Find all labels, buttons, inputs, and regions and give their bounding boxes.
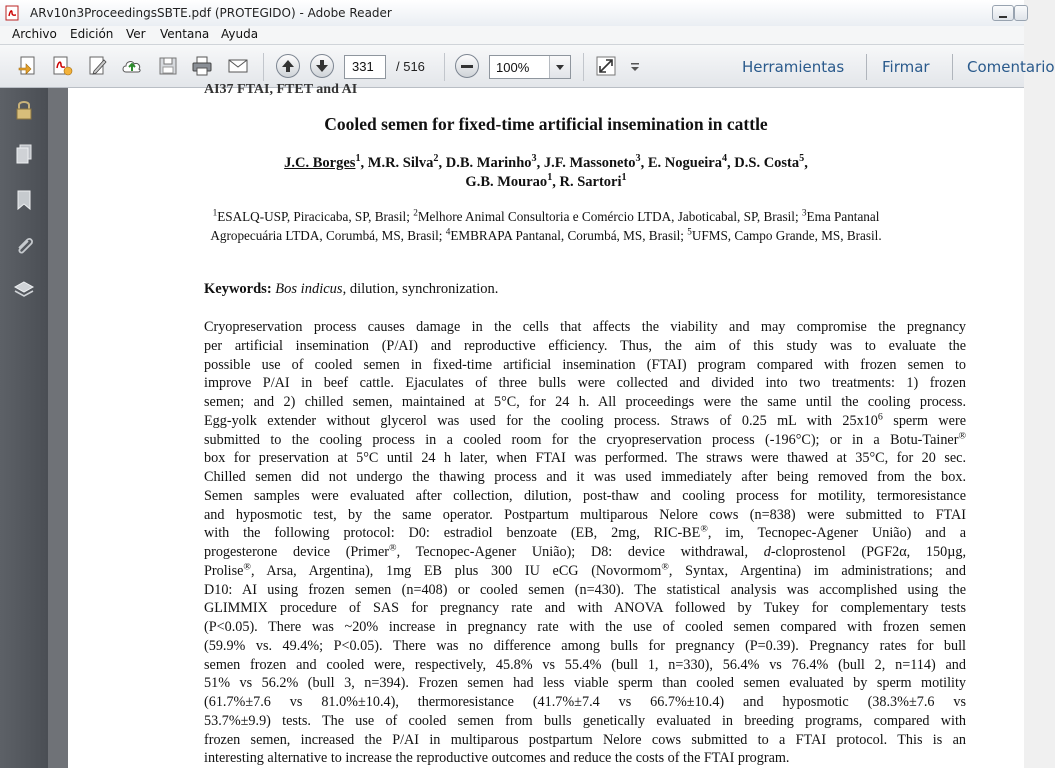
authors-line-1	[68, 154, 1024, 173]
abstract-line: and hyposmotic test, by the same operator. Postpartum multiparous Nelore cows (n=838) were submitted to FTAI	[204, 506, 966, 523]
affiliation-text: EMBRAPA Pantanal, Corumbá, MS, Brasil;	[450, 228, 688, 243]
abstract-line: interesting alternative to increase the reproductive outcomes and reduce the costs of the FTAI program.	[204, 750, 790, 767]
author-name: , D.S. Costa	[727, 155, 800, 171]
authors-line-2	[68, 173, 1024, 192]
abstract-body	[204, 318, 966, 768]
open-file-icon[interactable]	[16, 54, 40, 78]
keywords	[204, 281, 498, 298]
adobe-pdf-icon	[4, 5, 20, 21]
print-icon[interactable]	[190, 54, 214, 78]
abstract-line: Semen samples were evaluated after collection, dilution, post-thaw and cooling process for motility, termoresistance	[204, 487, 966, 504]
cloud-upload-icon[interactable]	[120, 54, 144, 78]
affiliation-text: Ema Pantanal	[806, 209, 880, 224]
superscript: 1	[355, 153, 361, 165]
arrow-up-icon	[277, 55, 299, 77]
abstract-line: Cryopreservation process causes damage in the cells that affects the viability and may compromise the pregnancy	[204, 319, 966, 335]
superscript: ®	[661, 561, 669, 573]
author-name: G.B. Mourao	[465, 174, 548, 190]
keyword-italic: Bos indicus	[275, 281, 343, 297]
toolbar-separator	[444, 53, 445, 81]
affiliations-line-1	[68, 207, 1024, 226]
maximize-button[interactable]	[1014, 5, 1028, 21]
abstract-text: progesterone device (Primer	[204, 544, 390, 560]
abstract-text: with the following protocol: D0: estradiol benzoate (EB, 2mg, RIC-BE	[204, 525, 701, 542]
email-icon[interactable]	[226, 54, 250, 78]
abstract-text: , Tecnopec-Agener União); D8: device withdrawal,	[396, 544, 764, 560]
zoom-select[interactable]	[489, 55, 571, 79]
superscript: 4	[445, 226, 451, 237]
superscript: 1	[212, 207, 218, 218]
menu-bar	[0, 26, 1024, 44]
author-name: J.C. Borges	[284, 155, 356, 171]
previous-page-button[interactable]	[276, 54, 300, 78]
lock-icon[interactable]	[12, 98, 36, 122]
abstract-line: (61.7%±7.6 vs 81.0%±10.4), thermoresistance (41.7%±7.4 vs 66.7%±10.4) and hyposmotic (38.3%±7.6 vs	[204, 694, 966, 710]
abstract-text: , Arsa, Argentina), 1mg EB plus 300 IU eCG (Novormom	[250, 562, 662, 579]
superscript: ®	[700, 523, 708, 535]
toolbar-separator	[583, 53, 584, 81]
superscript: 3	[801, 207, 807, 218]
abstract-text: Prolise	[204, 562, 244, 579]
minimize-icon	[993, 7, 1013, 21]
layers-icon[interactable]	[12, 278, 36, 302]
abstract-line: GLIMMIX procedure of SAS for pregnancy rate and with ANOVA followed by Tukey for complementary tests	[204, 600, 966, 617]
superscript: 2	[433, 153, 439, 165]
clipped-section-heading: AI37 FTAI, FTET and AI	[204, 82, 358, 97]
page-thumbnails-icon[interactable]	[12, 142, 36, 166]
abstract-line: frozen semen, increased the P/AI in multiparous postpartum Nelore cows submitted to a FTAI protocol. This is an	[204, 731, 966, 748]
keywords-rest: , dilution, synchronization.	[342, 281, 499, 297]
superscript: ®	[389, 542, 397, 554]
abstract-line: 53.7%±9.9) tests. The use of cooled semen from bulls genetically evaluated in breeding programs, compared with	[204, 712, 966, 729]
create-pdf-icon[interactable]	[50, 54, 74, 78]
abstract-line: (59.9% vs. 49.4%; P<0.05). There was no difference among bulls for pregnancy (P=0.39). Pregnancy rates for bull	[204, 637, 966, 654]
abstract-line: possible use of cooled semen in fixed-time artificial insemination (FTAI) program compared with frozen semen to	[204, 356, 966, 373]
affiliations-line-2	[68, 226, 1024, 245]
save-icon[interactable]	[156, 54, 180, 78]
abstract-line: improve P/AI in beef cattle. Ejaculates of three bulls were collected and divided into two treatments: 1) frozen	[204, 375, 966, 392]
minimize-button[interactable]	[992, 5, 1014, 21]
window-title: ARv10n3ProceedingsSBTE.pdf (PROTEGIDO) - Adobe Reader	[30, 6, 392, 20]
abstract-text: , im, Tecnopec-Agener União) and a	[707, 525, 966, 542]
toolbar-options-icon[interactable]	[628, 54, 642, 78]
menu-archivo[interactable]: Archivo	[12, 27, 57, 41]
abstract-line	[204, 524, 966, 543]
affiliation-text: UFMS, Campo Grande, MS, Brasil.	[691, 228, 882, 243]
chevron-down-icon	[550, 56, 570, 78]
affiliation-text: ESALQ-USP, Piracicaba, SP, Brasil;	[217, 209, 414, 224]
superscript: ®	[243, 561, 251, 573]
arrow-down-icon	[311, 55, 333, 77]
abstract-line: semen frozen and cooled were, respectively, 45.8% vs 55.4% (bull 1, n=330), 56.4% vs 76.4% (bull 2, n=114) and	[204, 656, 966, 673]
author-separator: ,	[804, 155, 808, 171]
author-name: , E. Nogueira	[640, 155, 722, 171]
tools-link[interactable]: Herramientas	[742, 58, 845, 76]
superscript: 4	[721, 153, 728, 165]
abstract-line: 51% vs 56.2% (bull 3, n=394). Frozen semen had less viable sperm than cooled semen evaluated by sperm motility	[204, 675, 966, 692]
abstract-line	[204, 412, 966, 431]
superscript: 3	[531, 153, 537, 165]
superscript: 6	[877, 411, 883, 423]
minus-icon	[456, 55, 478, 77]
abstract-text: sperm were	[882, 412, 966, 429]
abstract-line: (P<0.05). There was ~20% increase in pregnancy rate with the use of cooled semen compared with frozen semen	[204, 619, 966, 635]
abstract-italic: d	[763, 544, 771, 560]
navigation-panel	[0, 88, 48, 768]
toolbar-separator	[866, 54, 867, 80]
toolbar-separator	[952, 54, 953, 80]
page-total: / 516	[396, 59, 425, 74]
affiliation-text: Agropecuária LTDA, Corumbá, MS, Brasil;	[210, 228, 446, 243]
attachments-icon[interactable]	[12, 234, 36, 258]
author-name: , R. Sartori	[552, 174, 622, 190]
pdf-page	[68, 82, 1024, 768]
superscript: 1	[547, 172, 553, 184]
abstract-text: submitted to the cooling process in a cooled room for the cryopreservation process (-196°C); or in a Botu-Tainer	[204, 431, 959, 448]
author-name: , J.F. Massoneto	[536, 155, 636, 171]
page-number-input[interactable]: 331	[344, 55, 386, 79]
toolbar-separator	[263, 53, 264, 81]
abstract-text: -cloprostenol (PGF2α, 150µg,	[770, 544, 967, 560]
abstract-line: D10: AI using frozen semen (n=408) or cooled semen (n=430). The statistical analysis was accomplished using the	[204, 581, 966, 598]
menu-edicion[interactable]: Edición	[70, 27, 114, 41]
comment-link[interactable]: Comentario	[967, 58, 1055, 76]
zoom-dropdown-arrow[interactable]	[549, 56, 570, 78]
superscript: 5	[799, 153, 805, 165]
abstract-line	[204, 543, 966, 562]
superscript: 3	[635, 153, 641, 165]
abstract-line: Chilled semen did not undergo the thawing process and it was used immediately after being removed from the box.	[204, 469, 966, 485]
author-name: , D.B. Marinho	[438, 155, 532, 171]
superscript: 5	[687, 226, 692, 237]
abstract-line: box for preservation at 5°C until 24 h later, when FTAI was performed. The straws were thawed at 35°C, for 20 sec.	[204, 450, 966, 467]
full-screen-icon[interactable]	[594, 54, 618, 78]
abstract-line: per artificial insemination (P/AI) and reproductive efficiency. Thus, the aim of this study was to evaluate the	[204, 337, 966, 354]
affiliation-text: Melhore Animal Consultoria e Comércio LTDA, Jaboticabal, SP, Brasil;	[417, 209, 802, 224]
paper-title: Cooled semen for fixed-time artificial insemination in cattle	[324, 114, 768, 134]
menu-ventana[interactable]: Ventana	[160, 27, 210, 41]
keywords-label: Keywords:	[204, 281, 272, 297]
superscript: 2	[413, 207, 418, 218]
bookmarks-icon[interactable]	[12, 188, 36, 212]
title-bar	[0, 0, 1024, 27]
superscript: ®	[958, 429, 966, 441]
zoom-out-button[interactable]	[455, 54, 479, 78]
sign-link[interactable]: Firmar	[882, 58, 930, 76]
menu-ver[interactable]: Ver	[126, 27, 146, 41]
document-viewport[interactable]	[48, 82, 1024, 768]
superscript: 1	[621, 172, 627, 184]
abstract-line	[204, 431, 966, 450]
abstract-line	[204, 562, 966, 581]
edit-document-icon[interactable]	[86, 54, 110, 78]
toolbar	[0, 44, 1055, 88]
abstract-text: , Syntax, Argentina) im administrations; and	[668, 562, 966, 579]
menu-ayuda[interactable]: Ayuda	[221, 27, 259, 41]
zoom-value: 100%	[496, 60, 530, 75]
abstract-line: semen; and 2) chilled semen, maintained at 5°C, for 24 h. All proceedings were the same until the cooling process.	[204, 394, 966, 410]
next-page-button[interactable]	[310, 54, 334, 78]
abstract-text: Egg-yolk extender without glycerol was used for the cooling process. Straws of 0.25 mL with 25x10	[204, 412, 878, 429]
author-name: , M.R. Silva	[360, 155, 434, 171]
